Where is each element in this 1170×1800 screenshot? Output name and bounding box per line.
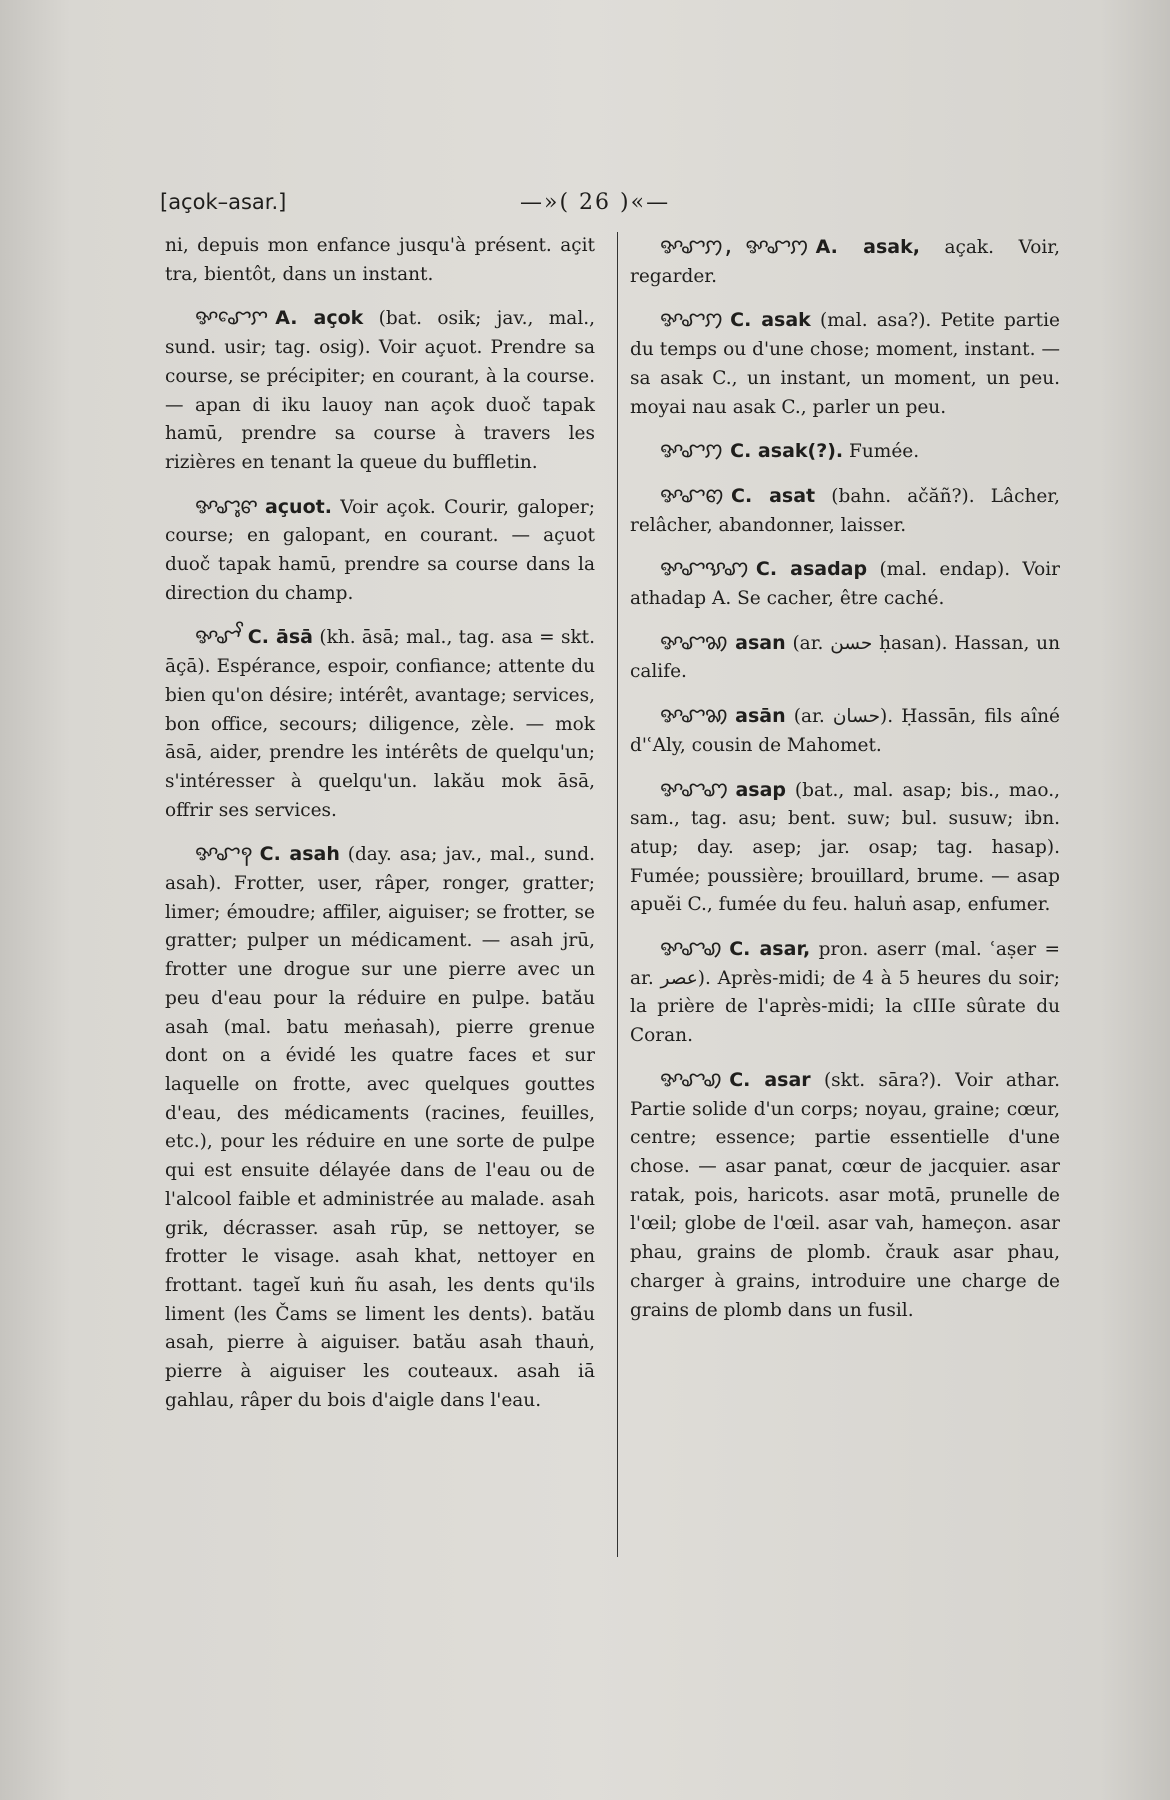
- dictionary-entry: [630, 305, 1060, 422]
- dictionary-entry: [165, 232, 595, 289]
- cham-script: ꨀꨧꩀ: [660, 438, 723, 463]
- entry-text: (skt. sāra?). Voir athar. Partie solide d'un corps; noyau, graine; cœur, centre; essence; partie essentielle d'une chose. — asar panat, cœur de jacquier. asar ratak, pois, haricots. asar motā, prunelle de l'œil; globe de l'œil. asar vah, hameçon. asar phau, grains de plomb. črauk asar phau, charger à grains, introduire une charge de grains de plomb dans un fusil.: [630, 1069, 1060, 1321]
- headword: açuot.: [264, 495, 332, 518]
- dictionary-entry: [165, 839, 595, 1415]
- headword: C. asah: [259, 843, 340, 866]
- headword: C. asar: [729, 1068, 811, 1091]
- cham-script: ꨀꨧꩀ, ꨀꨧꩀ: [660, 234, 808, 258]
- cham-script: ꨀꨧꩆ: [660, 629, 728, 654]
- entry-text: (bat., mal. asap; bis., mao., sam., tag. asu; bent. suw; bul. susuw; ibn. atup; day. asep; jar. osap; tag. hasap). Fumée; poussière; brouillard, brume. — asap apuĕi C., fumée du feu. haluṅ asap, enfumer.: [630, 779, 1061, 916]
- dictionary-entry: [630, 628, 1060, 687]
- cham-script: ꨀꨧꨯꨆ: [195, 305, 268, 330]
- dictionary-entry: [630, 775, 1060, 921]
- entry-text: ni, depuis mon enfance jusqu'à présent. açit tra, bientôt, dans un instant.: [165, 235, 595, 285]
- cham-script: ꨀꨧꩅ: [660, 482, 724, 507]
- right-column: [630, 232, 1060, 1339]
- headword: C. asat: [731, 484, 816, 507]
- headword: asan: [735, 631, 786, 654]
- entry-text: (day. asa; jav., mal., sund. asah). Frotter, user, râper, ronger, gratter; limer; émoudre; affiler, aiguiser; se frotter, se gratter; pulper un médicament. — asah jrū, frotter une drogue sur une pierre avec un peu d'eau pour la réduire en pulpe. batău asah (mal. batu meṅasah), pierre grenue dont on a évidé les quatre faces et sur laquelle on frotte, avec quelques gouttes d'eau, des médicaments (racines, feuilles, etc.), pour les réduire en une sorte de pulpe qui est ensuite délayée dans de l'eau ou de l'alcool faible et administrée au malade. asah grik, décrasser. asah rūp, se nettoyer, se frotter le visage. asah khat, nettoyer en frottant. tageĭ kuṅ ñu asah, les dents qu'ils liment (les Čams se liment les dents). batău asah, pierre à aiguiser. batău asah thauṅ, pierre à aiguiser les couteaux. asah iā gahlau, râper du bois d'aigle dans l'eau.: [165, 844, 595, 1411]
- running-head: [açok–asar.]: [160, 190, 287, 214]
- dictionary-entry: [165, 622, 595, 825]
- entry-text: (bahn. ačăñ?). Lâcher, relâcher, abandonner, laisser.: [630, 485, 1060, 536]
- dictionary-entry: [630, 436, 1060, 467]
- cham-script: ꨀꨧꩇ: [660, 776, 728, 801]
- headword: asap: [735, 778, 786, 801]
- dictionary-entry: [630, 1065, 1060, 1325]
- entry-text: Voir açok. Courir, galoper; course; en galopant, en courant. — açuot duoč tapak hamū, prendre sa course dans la direction du champ.: [165, 496, 595, 604]
- dictionary-entry: [165, 492, 595, 609]
- dictionary-entry: [630, 481, 1060, 540]
- cham-script: ꨀꨧꩆ: [660, 703, 728, 728]
- headword: C. āsā: [247, 626, 313, 649]
- entry-text: açak. Voir, regarder.: [630, 237, 1060, 287]
- cham-script: ꨀꨧꨩ: [195, 624, 240, 649]
- headword: C. asak: [730, 309, 811, 332]
- page-header: [160, 190, 1040, 230]
- entry-text: pron. aserr (mal. ʿaṣer = ar. عصر). Après-midi; de 4 à 5 heures du soir; la prière de l'après-midi; la cIIIe sûrate du Coran.: [630, 939, 1061, 1047]
- cham-script: ꨀꨧꩍ: [195, 841, 252, 866]
- entry-text: (ar. حسان). Ḥassān, fils aîné d'ʿAly, cousin de Mahomet.: [630, 706, 1060, 756]
- dictionary-entry: [630, 554, 1060, 613]
- page-number: —»( 26 )«—: [520, 190, 671, 215]
- dictionary-entry: [630, 934, 1060, 1051]
- dictionary-entry: [630, 232, 1060, 291]
- left-column: [165, 232, 595, 1429]
- entry-text: (mal. asa?). Petite partie du temps ou d'une chose; moment, instant. — sa asak C., un instant, un moment, un peu. moyai nau asak C., parler un peu.: [630, 310, 1060, 418]
- cham-script: ꨀꨧꨕꩇ: [660, 556, 748, 581]
- headword: C. asak(?).: [730, 440, 844, 463]
- cham-script: ꨀꨧꨶꨓ: [195, 493, 257, 518]
- headword: C. asar,: [729, 938, 811, 961]
- entry-text: (mal. endap). Voir athadap A. Se cacher, être caché.: [630, 559, 1060, 610]
- dictionary-entry: [165, 303, 595, 477]
- dictionary-entry: [630, 701, 1060, 760]
- cham-script: ꨀꨧꩀ: [660, 307, 723, 332]
- cham-script: ꨀꨧꩉ: [660, 1066, 722, 1091]
- cham-script: ꨀꨧꩉ: [660, 936, 722, 961]
- headword: C. asadap: [755, 558, 868, 581]
- entry-text: (kh. āsā; mal., tag. asa = skt. āçā). Espérance, espoir, confiance; attente du bien qu'on désire; intérêt, avantage; services, bon office, secours; diligence, zèle. — mok āsā, aider, prendre les intérêts de quelqu'un; s'intéresser à quelqu'un. lakău mok āsā, offrir ses services.: [165, 627, 595, 821]
- entry-text: (ar. حسن ḥasan). Hassan, un calife.: [630, 632, 1060, 683]
- headword: A. açok: [275, 307, 364, 330]
- entry-text: Fumée.: [849, 441, 920, 463]
- headword: A. asak,: [815, 236, 920, 258]
- entry-text: (bat. osik; jav., mal., sund. usir; tag. osig). Voir açuot. Prendre sa course, se précipiter; en courant, à la course. — apan di iku lauoy nan açok duoč tapak hamū, prendre sa course à travers les rizières en tenant la queue du buffletin.: [165, 308, 595, 473]
- headword: asān: [735, 705, 786, 728]
- column-divider: [617, 232, 618, 1557]
